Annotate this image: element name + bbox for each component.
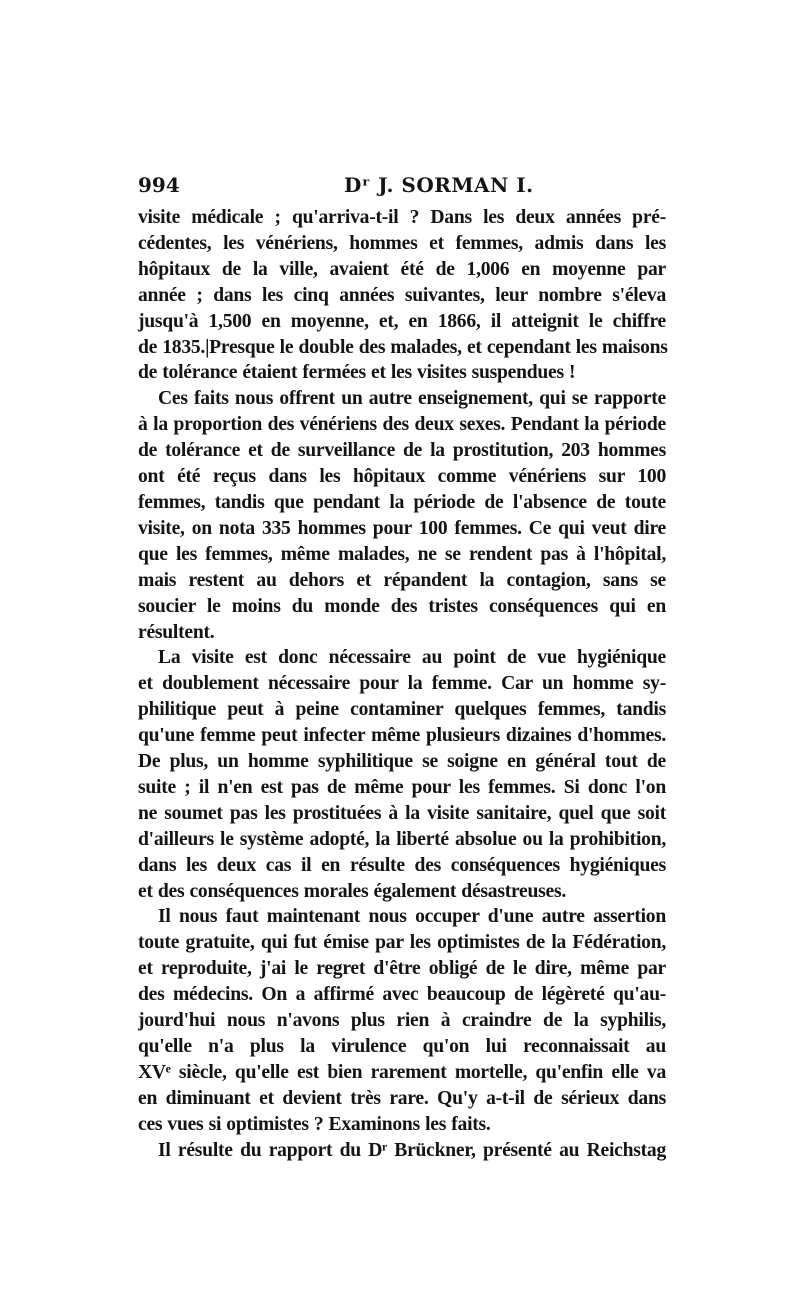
text-line: qu'elle n'a plus la virulence qu'on lui reconnaissait au [138, 1036, 666, 1057]
text-line: de tolérance et de surveillance de la prostitution, 203 hommes [138, 440, 666, 462]
text-line: visite médicale ; qu'arriva-t-il ? Dans les deux années pré- [138, 207, 666, 228]
text-line: jourd'hui nous n'avons plus rien à craindre de la syphilis, [138, 1010, 666, 1032]
text-line: La visite est donc nécessaire au point de vue hygiénique [158, 647, 666, 669]
body-text [138, 205, 666, 1164]
text-line: d'ailleurs le système adopté, la liberté absolue ou la prohibition, [138, 828, 666, 850]
text-line: cédentes, les vénériens, hommes et femmes, admis dans les [138, 232, 666, 254]
text-line: toute gratuite, qui fut émise par les optimistes de la Fédération, [138, 932, 666, 954]
text-line: mais restent au dehors et répandent la contagion, sans se [138, 569, 666, 591]
text-line: année ; dans les cinq années suivantes, leur nombre s'éleva [138, 284, 666, 306]
running-head-title: Dʳ J. SORMAN I. [344, 173, 534, 197]
text-line: soucier le moins du monde des tristes conséquences qui en [138, 595, 666, 617]
running-head [138, 170, 666, 200]
text-line: De plus, un homme syphilitique se soigne en général tout de [138, 751, 666, 773]
text-line: que les femmes, même malades, ne se rendent pas à l'hôpital, [138, 543, 666, 565]
page-number: 994 [138, 173, 180, 197]
text-line: résultent. [138, 621, 215, 643]
text-line: suite ; il n'en est pas de même pour les femmes. Si donc l'on [138, 776, 666, 798]
text-line: des médecins. On a affirmé avec beaucoup de légèreté qu'au- [138, 984, 666, 1006]
text-line: ont été reçus dans les hôpitaux comme vénériens sur 100 [138, 466, 666, 488]
text-line: qu'une femme peut infecter même plusieurs dizaines d'hommes. [138, 725, 666, 747]
text-line: en diminuant et devient très rare. Qu'y a-t-il de sérieux dans [138, 1087, 666, 1109]
text-line: ne soumet pas les prostituées à la visite sanitaire, quel que soit [138, 802, 666, 824]
text-line: et doublement nécessaire pour la femme. Car un homme sy- [138, 673, 666, 695]
text-line: de tolérance étaient fermées et les visites suspendues ! [138, 362, 576, 384]
text-line: Ces faits nous offrent un autre enseignement, qui se rapporte [158, 388, 666, 410]
text-line: hôpitaux de la ville, avaient été de 1,006 en moyenne par [138, 258, 666, 280]
text-line: ces vues si optimistes ? Examinons les faits. [138, 1113, 491, 1135]
text-line: et des conséquences morales également désastreuses. [138, 880, 566, 902]
text-line: visite, on nota 335 hommes pour 100 femmes. Ce qui veut dire [138, 517, 666, 539]
text-line: dans les deux cas il en résulte des conséquences hygiéniques [138, 854, 666, 876]
text-line: XVᵉ siècle, qu'elle est bien rarement mortelle, qu'enfin elle va [138, 1061, 666, 1083]
text-line: femmes, tandis que pendant la période de l'absence de toute [138, 491, 666, 513]
text-line: et reproduite, j'ai le regret d'être obligé de le dire, même par [138, 958, 666, 980]
text-line: Il nous faut maintenant nous occuper d'une autre assertion [158, 906, 666, 928]
text-line: Il résulte du rapport du Dʳ Brückner, présenté au Reichstag [158, 1139, 666, 1161]
text-line: de 1835.|Presque le double des malades, et cependant les maisons [138, 336, 668, 358]
text-line: philitique peut à peine contaminer quelques femmes, tandis [138, 699, 666, 721]
text-line: jusqu'à 1,500 en moyenne, et, en 1866, il atteignit le chiffre [138, 310, 666, 332]
text-line: à la proportion des vénériens des deux sexes. Pendant la période [138, 414, 666, 436]
